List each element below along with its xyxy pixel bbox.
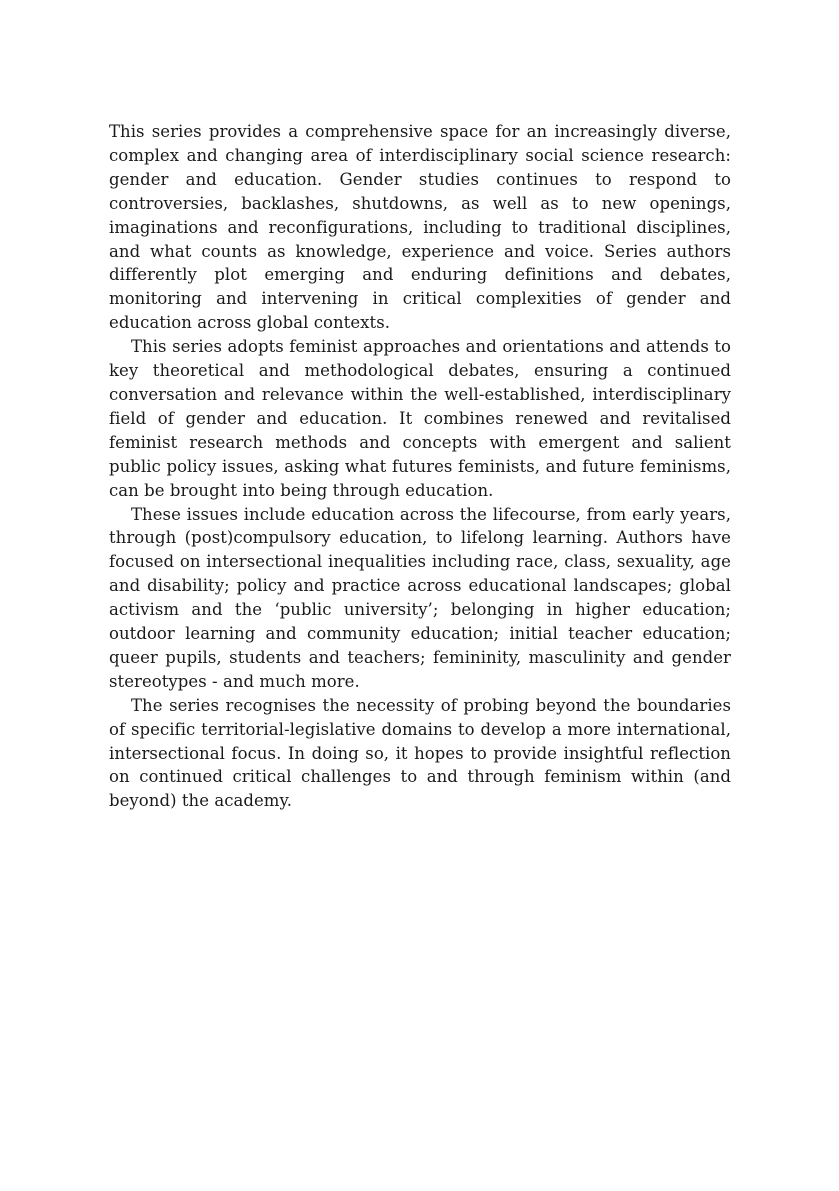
paragraph-issues: These issues include education across the lifecourse, from early years, through (post)compulsory education, to lifelong learning. Authors have focused on intersectional inequalities including race, class, sexuality, age and disability; policy and practice across educational landscapes; global activism and the ‘public university’; belonging in higher education; outdoor learning and community education; initial teacher education; queer pupils, students and teachers; femininity, masculinity and gender stereotypes - and much more. [109, 504, 731, 691]
paragraph-approach: This series adopts feminist approaches and orientations and attends to key theoretical and methodological debates, ensuring a continued conversation and relevance within the well-established, interdisciplinary field of gender and education. It combines renewed and revitalised feminist research methods and concepts with emergent and salient public policy issues, asking what futures feminists, and future feminisms, can be brought into being through education. [109, 337, 731, 500]
series-description [109, 120, 731, 813]
paragraph-intro: This series provides a comprehensive space for an increasingly diverse, complex and changing area of interdisciplinary social science research: gender and education. Gender studies continues to respond to controversies, backlashes, shutdowns, as well as to new openings, imaginations and reconfigurations, including to traditional disciplines, and what counts as knowledge, experience and voice. Series authors differently plot emerging and enduring definitions and debates, monitoring and intervening in critical complexities of gender and education across global contexts. [109, 122, 731, 333]
paragraph-focus: The series recognises the necessity of probing beyond the boundaries of specific territorial-legislative domains to develop a more international, intersectional focus. In doing so, it hopes to provide insightful reflection on continued critical challenges to and through feminism within (and beyond) the academy. [109, 695, 731, 811]
